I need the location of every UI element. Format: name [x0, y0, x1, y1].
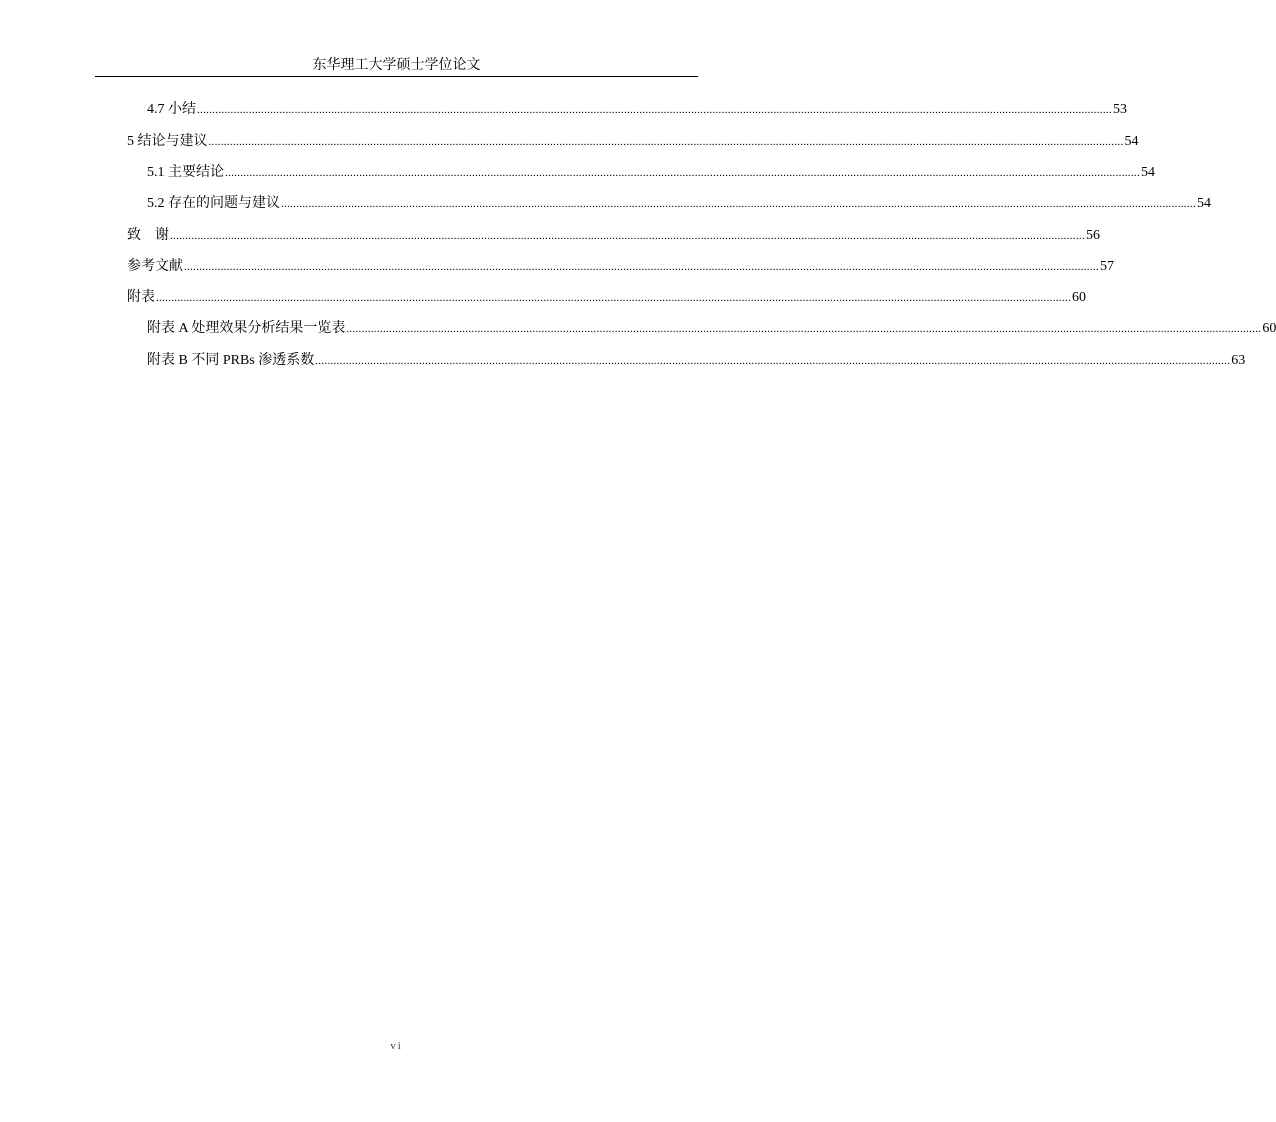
running-header: 东华理工大学硕士学位论文 — [312, 58, 481, 73]
toc-entry-page: 54 — [1197, 196, 1211, 211]
toc-entry-page: 56 — [1086, 228, 1100, 243]
toc-leader-dots: ............................................................................................................................................................................................................................................................................................................ — [156, 292, 1071, 304]
toc-entry-label: 致 谢 — [127, 228, 169, 243]
toc-entry-label: 附表 B 不同 PRBs 渗透系数 — [147, 353, 315, 368]
toc-entry[interactable] — [127, 289, 1086, 307]
toc-entry-page: 60 — [1262, 321, 1276, 336]
toc-entry[interactable] — [127, 227, 1100, 245]
toc-leader-dots: ............................................................................................................................................................................................................................................................................................................ — [184, 261, 1099, 273]
toc-entry[interactable] — [147, 320, 1276, 338]
toc-leader-dots: ............................................................................................................................................................................................................................................................................................................ — [170, 230, 1085, 242]
toc-leader-dots: ............................................................................................................................................................................................................................................................................................................ — [346, 323, 1262, 335]
toc-leader-dots: ............................................................................................................................................................................................................................................................................................................ — [197, 104, 1112, 116]
toc-entry-page: 60 — [1072, 290, 1086, 305]
toc-entry[interactable] — [127, 258, 1114, 276]
toc-entry-label: 附表 — [127, 290, 155, 305]
toc-entry[interactable] — [147, 195, 1211, 213]
toc-entry-page: 57 — [1100, 259, 1114, 274]
toc-entry[interactable] — [147, 164, 1155, 182]
toc-leader-dots: ............................................................................................................................................................................................................................................................................................................ — [208, 136, 1124, 148]
toc-entry-label: 参考文献 — [127, 259, 183, 274]
toc-entry-page: 54 — [1124, 134, 1139, 149]
toc-entry-label: 5.1 主要结论 — [147, 165, 224, 180]
toc-leader-dots: ............................................................................................................................................................................................................................................................................................................ — [281, 198, 1196, 210]
toc-entry-label: 5.2 存在的问题与建议 — [147, 196, 280, 211]
header-rule — [95, 76, 698, 77]
toc-entry[interactable] — [147, 352, 1246, 370]
toc-entry-page: 53 — [1113, 102, 1127, 117]
toc-entry-page: 63 — [1231, 353, 1246, 368]
toc-entry-label: 4.7 小结 — [147, 102, 196, 117]
toc-entry-label: 5 结论与建议 — [127, 134, 208, 149]
page-number: vi — [390, 1040, 403, 1052]
toc-leader-dots: ............................................................................................................................................................................................................................................................................................................ — [225, 167, 1140, 179]
toc-entry-label: 附表 A 处理效果分析结果一览表 — [147, 321, 346, 336]
toc-entry-page: 54 — [1141, 165, 1155, 180]
toc-entry[interactable] — [127, 133, 1139, 151]
toc-leader-dots: ............................................................................................................................................................................................................................................................................................................ — [315, 355, 1231, 367]
toc-entry[interactable] — [147, 101, 1127, 119]
